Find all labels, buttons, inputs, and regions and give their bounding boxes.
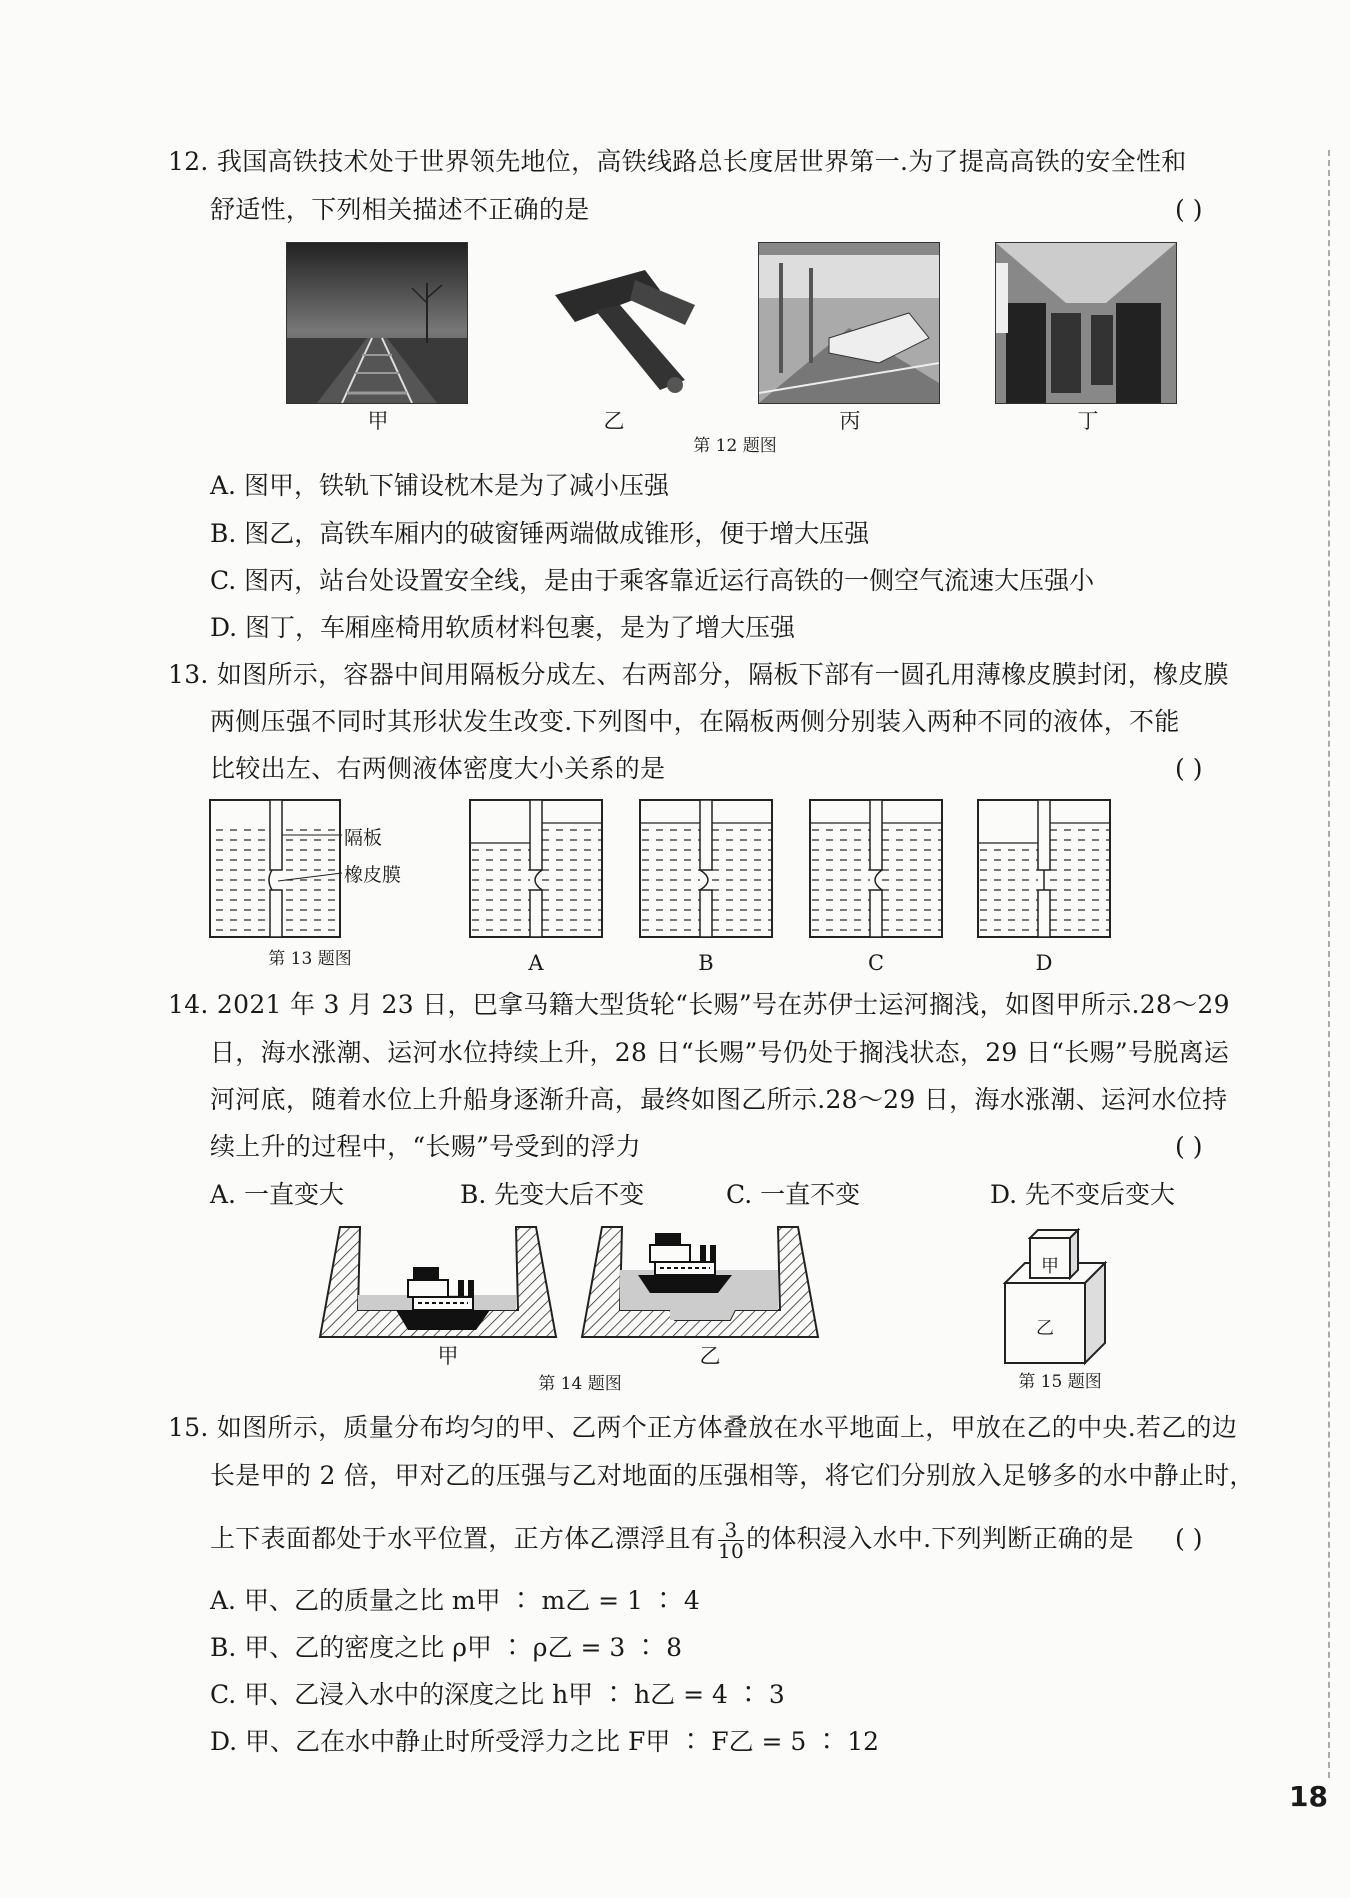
q12-option-c: C. 图丙，站台处设置安全线，是由于乘客靠近运行高铁的一侧空气流速大压强小 <box>210 566 1095 595</box>
q14-option-b: B. 先变大后不变 <box>460 1180 645 1209</box>
q15-option-d: D. 甲、乙在水中静止时所受浮力之比 F甲 ∶ F乙 = 5 ∶ 12 <box>210 1727 880 1756</box>
q15-option-a: A. 甲、乙的质量之比 m甲 ∶ m乙 = 1 ∶ 4 <box>210 1586 700 1615</box>
q14-canal-diagram <box>318 1225 838 1345</box>
label-partition: 隔板 <box>344 827 383 849</box>
cube-label-jia: 甲 <box>1041 1256 1059 1277</box>
q13-option-label-b: B <box>698 951 714 975</box>
q13-figure-caption: 第 13 题图 <box>268 949 352 969</box>
q15-line3 <box>210 1514 1134 1564</box>
q14-answer-paren: ( ) <box>1175 1132 1203 1161</box>
canal-floating <box>582 1227 818 1337</box>
q13-answer-paren: ( ) <box>1175 754 1203 783</box>
q14-line4: 续上升的过程中，“长赐”号受到的浮力 <box>210 1132 641 1161</box>
photo-label-ding: 丁 <box>1077 409 1099 433</box>
q13-line1: 13. 如图所示，容器中间用隔板分成左、右两部分，隔板下部有一圆孔用薄橡皮膜封闭，橡皮膜 <box>168 660 1229 689</box>
photo-train-seats <box>995 242 1177 404</box>
fraction-denominator: 10 <box>718 1539 745 1563</box>
container-a <box>470 800 602 937</box>
q12-figure-caption: 第 12 题图 <box>693 436 777 456</box>
photo-label-jia: 甲 <box>367 409 389 433</box>
q15-figure-caption: 第 15 题图 <box>1018 1372 1102 1392</box>
q13-line3: 比较出左、右两侧液体密度大小关系的是 <box>210 754 666 783</box>
q12-answer-paren: ( ) <box>1175 195 1203 224</box>
container-main <box>210 800 342 937</box>
q15-cubes-diagram <box>995 1228 1125 1368</box>
canal-grounded <box>320 1227 556 1337</box>
q15-line3-post: 的体积浸入水中.下列判断正确的是 <box>746 1524 1134 1553</box>
container-d <box>978 800 1110 937</box>
q15-line1: 15. 如图所示，质量分布均匀的甲、乙两个正方体叠放在水平地面上，甲放在乙的中央.若乙的边 <box>168 1413 1238 1442</box>
q14-line2: 日，海水涨潮、运河水位持续上升，28 日“长赐”号仍处于搁浅状态，29 日“长赐”号脱离运 <box>210 1038 1230 1067</box>
q15-line2: 长是甲的 2 倍，甲对乙的压强与乙对地面的压强相等，将它们分别放入足够多的水中静止时， <box>210 1461 1255 1490</box>
q15-option-b: B. 甲、乙的密度之比 ρ甲 ∶ ρ乙 = 3 ∶ 8 <box>210 1633 683 1662</box>
q13-option-label-a: A <box>528 951 544 975</box>
photo-railway-track <box>286 242 468 404</box>
q13-option-label-d: D <box>1035 951 1053 975</box>
q13-option-label-c: C <box>867 951 885 975</box>
q12-line2: 舒适性，下列相关描述不正确的是 <box>210 195 590 224</box>
q12-line1: 12. 我国高铁技术处于世界领先地位，高铁线路总长度居世界第一.为了提高高铁的安全性和 <box>168 147 1187 176</box>
fraction-numerator: 3 <box>718 1520 744 1541</box>
photo-emergency-hammer <box>535 250 705 400</box>
q14-option-a: A. 一直变大 <box>210 1180 344 1209</box>
fraction-three-tenths <box>718 1520 744 1561</box>
cut-line <box>1328 150 1330 1778</box>
container-b <box>640 800 772 937</box>
q15-line3-pre: 上下表面都处于水平位置，正方体乙漂浮且有 <box>210 1524 717 1553</box>
photo-station-train <box>758 242 940 404</box>
q14-option-c: C. 一直不变 <box>726 1180 861 1209</box>
q13-line2: 两侧压强不同时其形状发生改变.下列图中，在隔板两侧分别装入两种不同的液体，不能 <box>210 707 1180 736</box>
q14-option-d: D. 先不变后变大 <box>990 1180 1176 1209</box>
label-membrane: 橡皮膜 <box>344 864 402 886</box>
q12-option-b: B. 图乙，高铁车厢内的破窗锤两端做成锥形，便于增大压强 <box>210 519 870 548</box>
page-number: 18 <box>1289 1780 1328 1813</box>
q14-figure-caption: 第 14 题图 <box>538 1374 622 1394</box>
q14-fig-label-jia: 甲 <box>437 1344 459 1368</box>
q14-line3: 河河底，随着水位上升船身逐渐升高，最终如图乙所示.28～29 日，海水涨潮、运河水位持 <box>210 1085 1228 1114</box>
q15-answer-paren: ( ) <box>1175 1524 1203 1553</box>
q13-containers-diagram <box>200 795 1150 945</box>
photo-label-yi: 乙 <box>603 409 625 433</box>
q14-line1: 14. 2021 年 3 月 23 日，巴拿马籍大型货轮“长赐”号在苏伊士运河搁浅，如图甲所示.28～29 <box>168 990 1230 1019</box>
q12-option-d: D. 图丁，车厢座椅用软质材料包裹，是为了增大压强 <box>210 613 796 642</box>
cube-label-yi: 乙 <box>1036 1318 1054 1339</box>
photo-label-bing: 丙 <box>839 409 861 433</box>
q12-option-a: A. 图甲，铁轨下铺设枕木是为了减小压强 <box>210 471 669 500</box>
q14-fig-label-yi: 乙 <box>699 1344 721 1368</box>
container-c <box>810 800 942 937</box>
q15-option-c: C. 甲、乙浸入水中的深度之比 h甲 ∶ h乙 = 4 ∶ 3 <box>210 1680 785 1709</box>
